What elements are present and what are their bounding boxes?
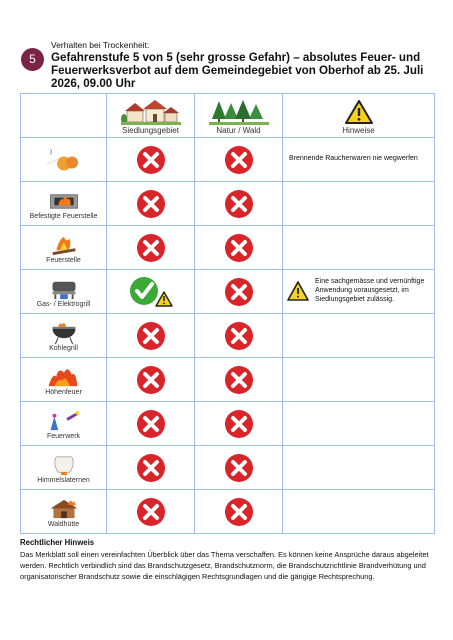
legal-heading: Rechtlicher Hinweis (20, 538, 95, 547)
forbidden-icon (224, 145, 254, 175)
row-activity-cell (21, 270, 107, 314)
header-nature (195, 94, 283, 138)
settlement-status-cell (107, 490, 195, 534)
forbidden-icon (224, 321, 254, 351)
row-label: Gas- / Elektrogrill (36, 301, 91, 308)
settlement-status-cell (107, 226, 195, 270)
settlement-status-cell (107, 182, 195, 226)
row-activity-cell (21, 226, 107, 270)
nature-status-cell (195, 402, 283, 446)
sky-lantern-icon (44, 453, 84, 477)
settlement-status-cell (107, 314, 195, 358)
row-note-cell (283, 138, 435, 182)
settlement-status-cell (107, 402, 195, 446)
forbidden-icon (224, 453, 254, 483)
village-icon (121, 99, 181, 125)
settlement-status-cell (107, 138, 195, 182)
forbidden-icon (136, 145, 166, 175)
row-activity-cell (21, 490, 107, 534)
forbidden-icon (224, 233, 254, 263)
row-activity-cell (21, 138, 107, 182)
row-note-cell (283, 358, 435, 402)
row-note-cell (283, 182, 435, 226)
warning-icon (344, 99, 374, 125)
table-row (21, 402, 435, 446)
forbidden-icon (224, 365, 254, 395)
table-row (21, 270, 435, 314)
settlement-status-cell (107, 358, 195, 402)
row-note: Eine sachgemässe und vernünftige Anwendung vorausgesetzt, im Siedlungsgebiet zulässig. (315, 278, 425, 303)
row-note-with-warning (283, 278, 434, 304)
row-activity-cell (21, 182, 107, 226)
row-note: Brennende Raucherwaren nie wegwerfen (289, 155, 418, 163)
warning-icon (287, 281, 309, 301)
page-title: Gefahrenstufe 5 von 5 (sehr grosse Gefahr) – absolutes Feuer- und Feuerwerksverbot auf dem Gemeindegebiet von Oberhof ab 25. Juli 2026, 09.00 Uhr (51, 51, 424, 91)
row-label: Waldhütte (47, 521, 80, 528)
table-row (21, 314, 435, 358)
fireworks-icon (44, 409, 84, 433)
forbidden-icon (136, 497, 166, 527)
forbidden-icon (136, 409, 166, 439)
row-label: Kohlegrill (49, 345, 78, 352)
row-note-cell (283, 446, 435, 490)
row-label: Feuerstelle (46, 257, 81, 264)
forest-icon (209, 99, 269, 125)
header-nature-label: Natur / Wald (216, 126, 261, 135)
forbidden-icon (136, 453, 166, 483)
table-row (21, 358, 435, 402)
settlement-status-cell (107, 446, 195, 490)
forbidden-icon (136, 233, 166, 263)
bonfire-icon (44, 365, 84, 389)
row-note-cell (283, 226, 435, 270)
table-row (21, 446, 435, 490)
campfire-icon (44, 233, 84, 257)
nature-status-cell (195, 358, 283, 402)
legal-text: Das Merkblatt soll einen vereinfachten Überblick über das Thema verschaffen. Es können keine Ansprüche daraus abgeleitet werden. Rechtlich verbindlich sind das Brandschutzgesetz, Brandschutznorm, die Brandschutzrichtlinie Brandverhütung und organisatorischer Brandschutz sowie die einschlägigen Rechtsgrundlagen und die gängige Rechtsprechung. (20, 550, 429, 582)
nature-status-cell (195, 226, 283, 270)
nature-status-cell (195, 490, 283, 534)
settlement-status-cell (107, 270, 195, 314)
forest-hut-icon (44, 497, 84, 521)
row-label: Himmelslaternen (37, 477, 90, 484)
forbidden-icon (136, 321, 166, 351)
gas-grill-icon (44, 277, 84, 301)
header-empty-cell (21, 94, 107, 138)
row-note-wrap (283, 155, 434, 164)
header-settlement-label: Siedlungsgebiet (122, 126, 179, 135)
rules-table (20, 93, 435, 534)
fire-pit-icon (44, 189, 84, 213)
table-row (21, 490, 435, 534)
forbidden-icon (136, 365, 166, 395)
forbidden-icon (224, 409, 254, 439)
nature-status-cell (195, 314, 283, 358)
cigarette-icon (44, 146, 84, 176)
row-label: Befestigte Feuerstelle (29, 213, 98, 220)
forbidden-icon (224, 497, 254, 527)
table-row (21, 138, 435, 182)
header-notes-label: Hinweise (342, 126, 375, 135)
forbidden-icon (224, 189, 254, 219)
nature-status-cell (195, 270, 283, 314)
nature-status-cell (195, 182, 283, 226)
row-note-cell (283, 270, 435, 314)
table-header-row (21, 94, 435, 138)
table-row (21, 182, 435, 226)
row-activity-cell (21, 446, 107, 490)
subtitle: Verhalten bei Trockenheit: (51, 40, 150, 50)
row-activity-cell (21, 314, 107, 358)
nature-status-cell (195, 446, 283, 490)
table-row (21, 226, 435, 270)
row-label: Feuerwerk (46, 433, 81, 440)
charcoal-grill-icon (44, 321, 84, 345)
header-notes (283, 94, 435, 138)
row-note-cell (283, 490, 435, 534)
allowed-with-caution-icon (129, 276, 173, 308)
row-activity-cell (21, 402, 107, 446)
row-label: Höhenfeuer (45, 389, 82, 396)
row-note-cell (283, 402, 435, 446)
header-settlement (107, 94, 195, 138)
row-note-cell (283, 314, 435, 358)
nature-status-cell (195, 138, 283, 182)
forbidden-icon (136, 189, 166, 219)
forbidden-icon (224, 277, 254, 307)
row-activity-cell (21, 358, 107, 402)
level-badge: 5 (21, 48, 44, 71)
